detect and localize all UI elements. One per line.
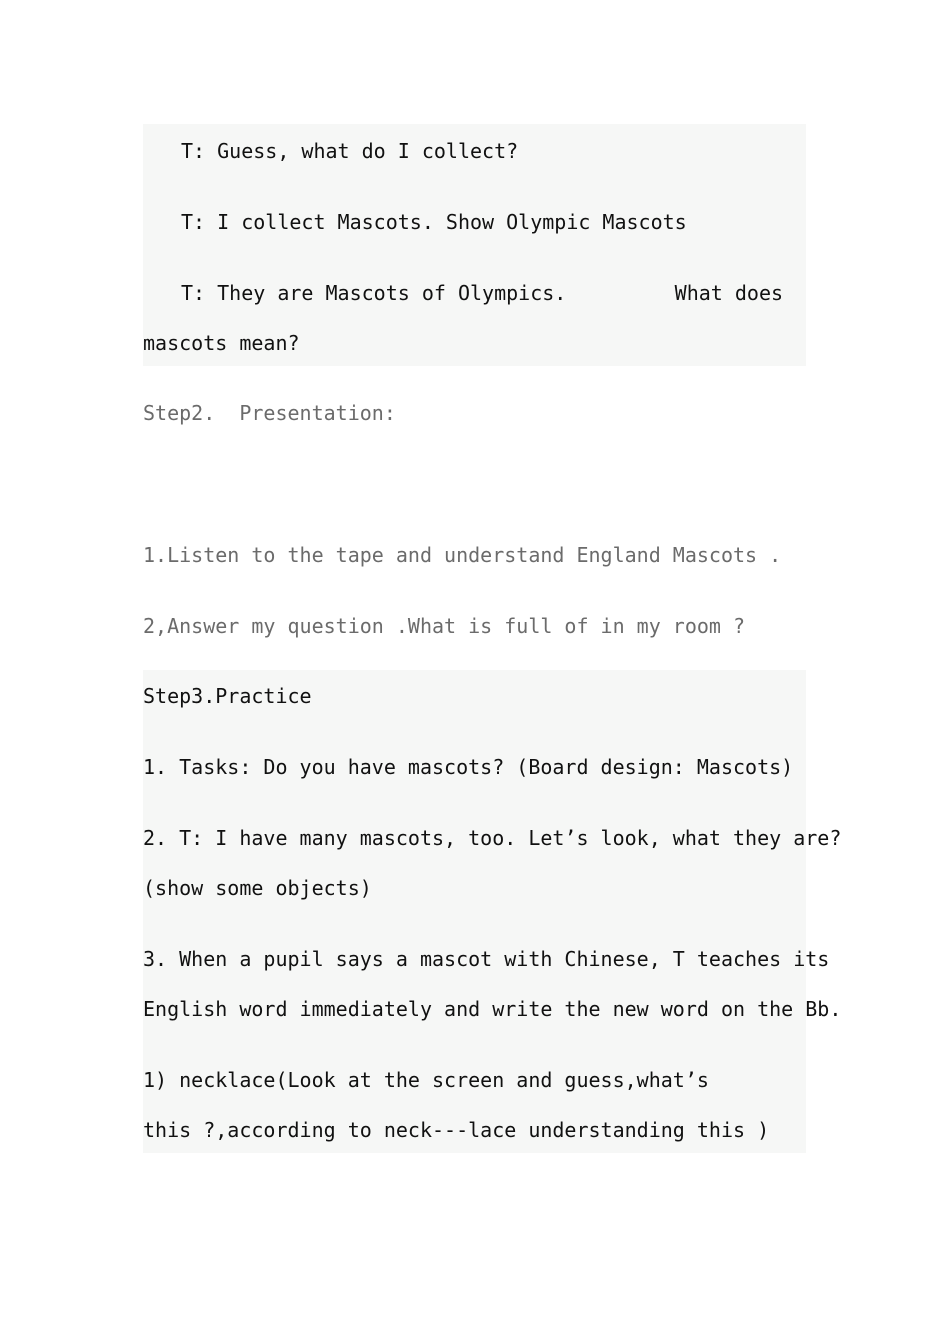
practice-line-necklace: 1) necklace(Look at the screen and guess,what’s: [143, 1068, 709, 1092]
practice-line-many-mascots: 2. T: I have many mascots, too. Let’s look, what they are?: [143, 826, 842, 850]
practice-line-tasks: 1. Tasks: Do you have mascots? (Board design: Mascots): [143, 755, 794, 779]
practice-line-show-objects: (show some objects): [143, 876, 372, 900]
intro-line-collect: T: I collect Mascots. Show Olympic Mascots: [181, 210, 687, 234]
intro-section: [143, 124, 806, 366]
practice-section: [143, 670, 842, 1153]
practice-line-pupil-says: 3. When a pupil says a mascot with Chinese, T teaches its: [143, 947, 830, 971]
intro-line-mascots-mean: mascots mean?: [143, 331, 300, 355]
intro-line-olympics: T: They are Mascots of Olympics. What does: [181, 281, 784, 305]
practice-line-english-word: English word immediately and write the new word on the Bb.: [143, 997, 842, 1021]
presentation-item-answer: 2,Answer my question .What is full of in my room ?: [143, 614, 746, 638]
presentation-item-listen: 1.Listen to the tape and understand England Mascots .: [143, 543, 782, 567]
intro-line-guess: T: Guess, what do I collect?: [181, 139, 519, 163]
practice-line-neck-lace: this ?,according to neck---lace understanding this ): [143, 1118, 770, 1142]
presentation-section: [143, 366, 806, 666]
presentation-heading: Step2. Presentation:: [143, 401, 396, 425]
practice-heading: Step3.Practice: [143, 684, 312, 708]
